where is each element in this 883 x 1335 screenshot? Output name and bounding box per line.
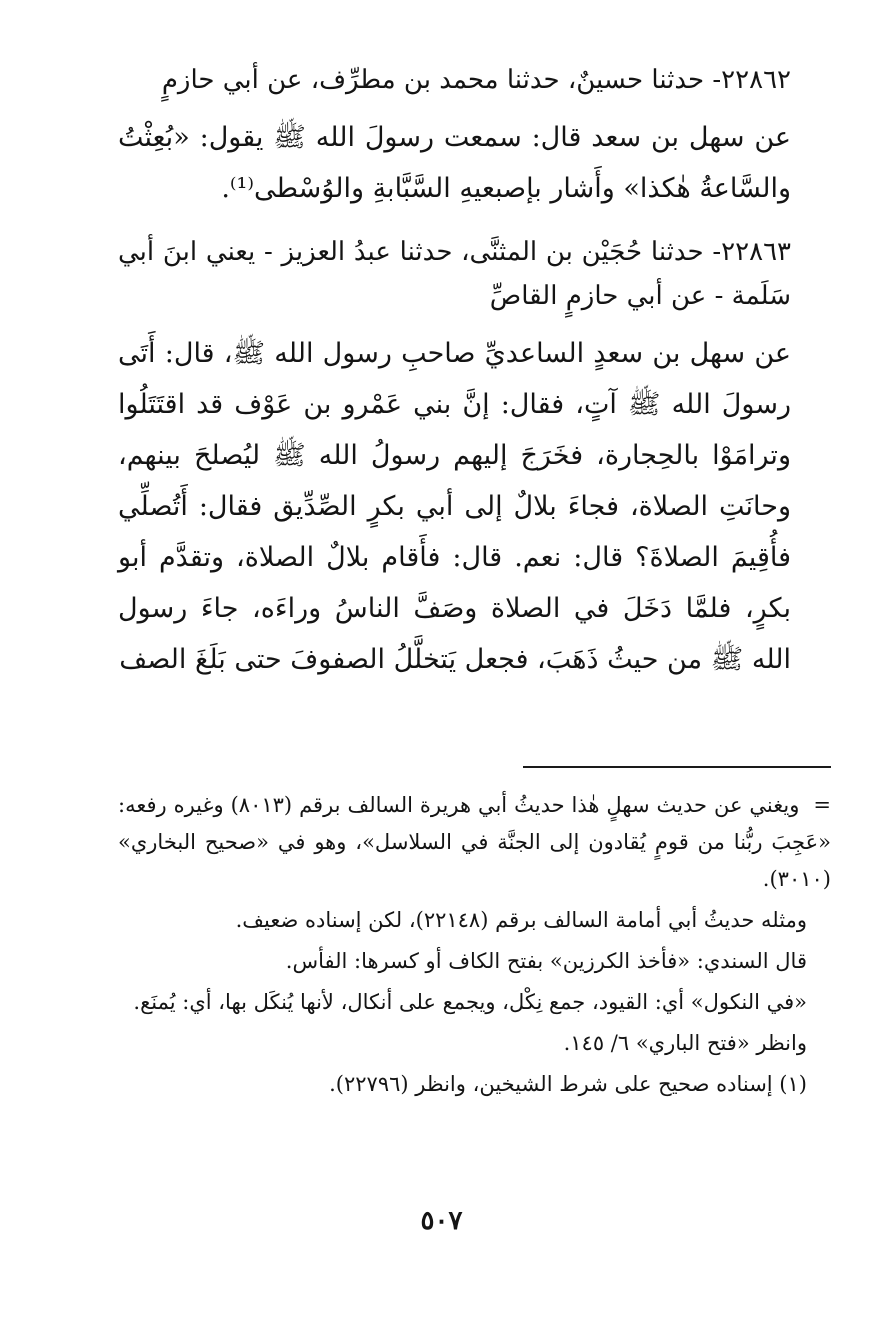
footnotes xyxy=(118,787,831,1107)
hadith-body: عن سهل بن سعد قال: سمعت رسولَ الله ﷺ يقول: «بُعِثْتُ والسَّاعةُ هٰكذا» وأَشار بإصبعيهِ السَّبَّابةِ والوُسْطى⁽¹⁾. xyxy=(118,122,791,204)
footnote-continuation-text: ويغني عن حديث سهلٍ هٰذا حديثُ أبي هريرة السالف برقم (٨٠١٣) وغيره رفعه: «عَجِبَ ربُّنا من قومٍ يُقادون إلى الجنَّة في السلاسل»، وهو في «صحيح البخاري» (٣٠١٠). xyxy=(118,793,831,891)
continuation-marker: = xyxy=(813,793,831,817)
footnote-paragraph: قال السندي: «فأخذ الكرزين» بفتح الكاف أو كسرها: الفأس. xyxy=(285,949,807,973)
hadith-header: ٢٢٨٦٢- حدثنا حسينٌ، حدثنا محمد بن مطرِّف، عن أبي حازمٍ xyxy=(161,65,791,95)
footnote-separator xyxy=(523,766,831,768)
hadith-header: ٢٢٨٦٣- حدثنا حُجَيْن بن المثنَّى، حدثنا عبدُ العزيز - يعني ابنَ أبي سَلَمة - عن أبي حازمٍ القاصِّ xyxy=(118,237,791,311)
main-text xyxy=(118,58,815,699)
footnote-paragraph: «في النكول» أي: القيود، جمع نِكْل، ويجمع على أنكال، لأنها يُنكَل بها، أي: يُمنَع. xyxy=(133,990,807,1014)
footnote-paragraph: (١) إسناده صحيح على شرط الشيخين، وانظر (٢٢٧٩٦). xyxy=(329,1072,807,1096)
footnote-paragraph: ومثله حديثُ أبي أمامة السالف برقم (٢٢١٤٨)، لكن إسناده ضعيف. xyxy=(235,908,807,932)
page-number: ٥٠٧ xyxy=(420,1206,463,1236)
hadith-body: عن سهل بن سعدٍ الساعديِّ صاحبِ رسول الله ﷺ، قال: أَتَى رسولَ الله ﷺ آتٍ، فقال: إنَّ بني عَمْرو بن عَوْف قد اقتَتَلُوا وترامَوْا بالحِجارة، فخَرَجَ إليهم رسولُ الله ﷺ ليُصلحَ بينهم، وحانَتِ الصلاة، فجاءَ بلالٌ إلى أبي بكرٍ الصِّدِّيق فقال: أَتُصلِّي فأُقِيمَ الصلاةَ؟ قال: نعم. قال: فأَقام بلالٌ الصلاة، وتقدَّم أبو بكرٍ، فلمَّا دَخَلَ في الصلاة وصَفَّ الناسُ وراءَه، جاءَ رسول الله ﷺ من حيثُ ذَهَبَ، فجعل يَتخلَّلُ الصفوفَ حتى بَلَغَ الصف xyxy=(118,338,791,675)
footnote-continuation xyxy=(118,787,831,898)
footnote-paragraph: وانظر «فتح الباري» ٦/ ١٤٥. xyxy=(563,1031,807,1055)
